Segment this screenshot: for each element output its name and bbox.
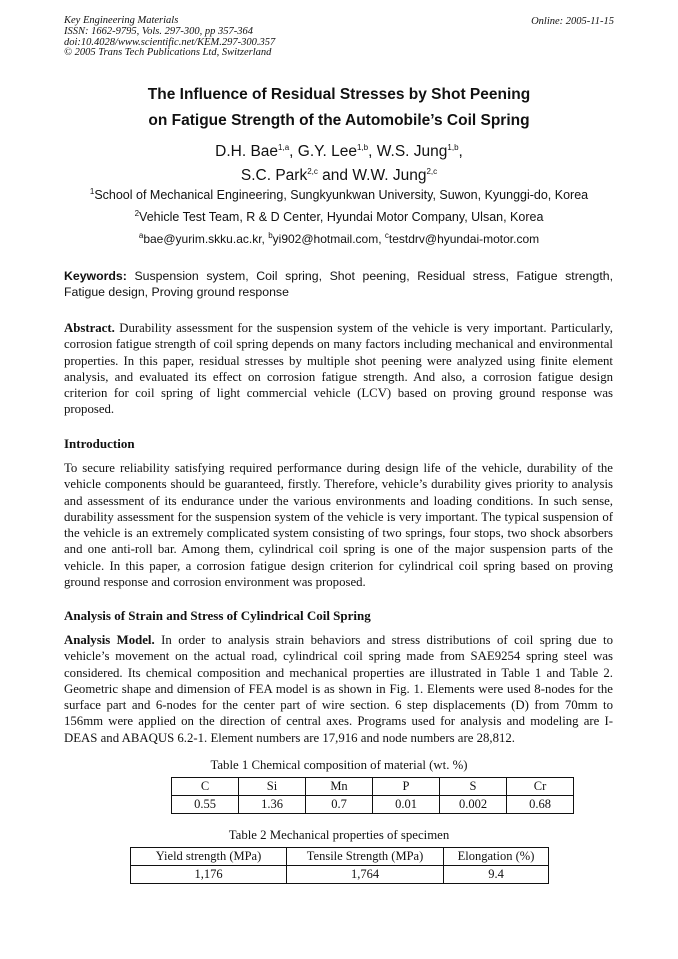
- table-row: [172, 796, 574, 814]
- author-superscript: 1,b: [447, 142, 459, 152]
- table2: [130, 847, 549, 884]
- author-superscript: 2,c: [307, 166, 318, 176]
- introduction-text: To secure reliability satisfying required performance during design life of the vehicle, durability of the vehicle components should be guaranteed, firstly. Therefore, vehicle’s durability gives priority to analysis and assessment of its endurance under the various environments and loading conditions. In such sense, durability assessment for the suspension system of the vehicle is very important. The typical suspension of the vehicle is an extremely complicated system consisting of two springs, four stops, two shock absorbers and one anti-roll bar. Among them, cylindrical coil spring is one of the major suspension parts of the vehicle. In this paper, a corrosion fatigue design criterion for cylindrical coil spring based on proving ground response and corrosion environment was proposed.: [64, 461, 613, 590]
- table-cell: 0.7: [306, 796, 373, 814]
- paper-title: [0, 82, 678, 134]
- author-list: [0, 140, 678, 188]
- table-header-cell: Tensile Strength (MPa): [287, 848, 444, 866]
- email-link[interactable]: yi902@hotmail.com,: [272, 232, 385, 246]
- keywords-label: Keywords:: [64, 269, 127, 283]
- email-link[interactable]: testdrv@hyundai-motor.com: [388, 232, 540, 246]
- email-marker: a: [138, 231, 144, 240]
- table-header-cell: Elongation (%): [444, 848, 549, 866]
- keywords-text: Suspension system, Coil spring, Shot peening, Residual stress, Fatigue strength, Fatigue design, Proving ground response: [64, 269, 613, 300]
- table-header-cell: Si: [239, 778, 306, 796]
- table-header-row: [172, 778, 574, 796]
- affiliation-text: Vehicle Test Team, R & D Center, Hyundai Motor Company, Ulsan, Korea: [139, 210, 544, 224]
- affiliation-marker: 1: [89, 186, 95, 196]
- author-name: W.S. Jung: [376, 143, 448, 160]
- author-name: D.H. Bae: [215, 143, 279, 160]
- author-superscript: 1,b: [356, 142, 369, 152]
- affiliation-marker: 2: [134, 208, 140, 218]
- table-header-cell: Yield strength (MPa): [131, 848, 287, 866]
- author-superscript: 1,a: [278, 142, 290, 152]
- issn-line: ISSN: 1662-9795, Vols. 297-300, pp 357-364: [64, 25, 253, 37]
- title-line-1: The Influence of Residual Stresses by Shot Peening: [147, 86, 531, 103]
- table-cell: 0.01: [373, 796, 440, 814]
- author-conjunction: and: [317, 167, 353, 184]
- copyright-line: © 2005 Trans Tech Publications Ltd, Switzerland: [64, 47, 272, 59]
- online-date: Online: 2005-11-15: [531, 16, 614, 27]
- author-separator: ,: [368, 143, 377, 160]
- email-link[interactable]: bae@yurim.skku.ac.kr,: [143, 232, 269, 246]
- table1: [171, 777, 574, 814]
- analysis-model-label: Analysis Model.: [64, 633, 155, 647]
- title-line-2: on Fatigue Strength of the Automobile’s Coil Spring: [148, 112, 530, 129]
- email-list: [0, 232, 678, 246]
- abstract-text: Durability assessment for the suspension system of the vehicle is very important. Particularly, corrosion fatigue strength of coil spring depends on many factors including mechanical and environmental properties. In this paper, residual stresses by multiple shot peening were analyzed using finite element analysis, and evaluated its effect on corrosion fatigue strength. And also, a corrosion fatigue design criterion for coil spring of light commercial vehicle (LCV) based on proving ground response was proposed.: [64, 321, 613, 417]
- journal-name: Key Engineering Materials: [64, 15, 179, 26]
- table1-caption: Table 1 Chemical composition of material (wt. %): [210, 758, 468, 772]
- table-cell: 1,764: [287, 866, 444, 884]
- analysis-model-paragraph: [64, 632, 613, 746]
- author-separator: ,: [289, 143, 298, 160]
- affiliation-1: [0, 188, 678, 202]
- table-header-cell: P: [373, 778, 440, 796]
- table-cell: 0.68: [507, 796, 574, 814]
- table-header-cell: Cr: [507, 778, 574, 796]
- table-row: [131, 866, 549, 884]
- analysis-heading: Analysis of Strain and Stress of Cylindrical Coil Spring: [64, 608, 371, 623]
- affiliation-text: School of Mechanical Engineering, Sungkyunkwan University, Suwon, Kyunggi-do, Korea: [94, 188, 589, 202]
- table-header-cell: Mn: [306, 778, 373, 796]
- table-header-cell: S: [440, 778, 507, 796]
- abstract-label: Abstract.: [64, 321, 115, 335]
- author-separator: ,: [458, 143, 463, 160]
- table-cell: 9.4: [444, 866, 549, 884]
- table2-caption: Table 2 Mechanical properties of specimen: [228, 828, 450, 842]
- table-header-cell: C: [172, 778, 239, 796]
- table-cell: 0.55: [172, 796, 239, 814]
- journal-header: [64, 16, 275, 59]
- author-name: W.W. Jung: [352, 167, 427, 184]
- author-name: S.C. Park: [240, 167, 308, 184]
- author-name: G.Y. Lee: [297, 143, 357, 160]
- introduction-heading: Introduction: [64, 436, 135, 451]
- table-cell: 1.36: [239, 796, 306, 814]
- affiliation-2: [0, 210, 678, 224]
- keywords: [64, 268, 613, 301]
- analysis-model-text: In order to analysis strain behaviors and stress distributions of coil spring due to vehicle’s movement on the actual road, cylindrical coil spring made from SAE9254 spring steel was considered. Its chemical composition and mechanical properties are illustrated in Table 1 and Table 2. Geometric shape and dimension of FEA model is as shown in Fig. 1. Elements were used 8-nodes for the surface part and 6-nodes for the center part of wire section. 6 step displacements (D) from 70mm to 156mm were applied on the direction of central axes. Programs used for analysis and modeling are I-DEAS and ABAQUS 6.2-1. Element numbers are 17,916 and node numbers are 28,812.: [64, 633, 613, 745]
- email-marker: c: [384, 231, 389, 240]
- table-header-row: [131, 848, 549, 866]
- abstract: [64, 320, 613, 418]
- table-cell: 0.002: [440, 796, 507, 814]
- table-cell: 1,176: [131, 866, 287, 884]
- email-marker: b: [268, 231, 273, 240]
- author-superscript: 2,c: [426, 166, 438, 176]
- author-line-2: [0, 164, 678, 188]
- doi-link[interactable]: doi:10.4028/www.scientific.net/KEM.297-300.357: [64, 36, 276, 48]
- author-line-1: [0, 140, 678, 164]
